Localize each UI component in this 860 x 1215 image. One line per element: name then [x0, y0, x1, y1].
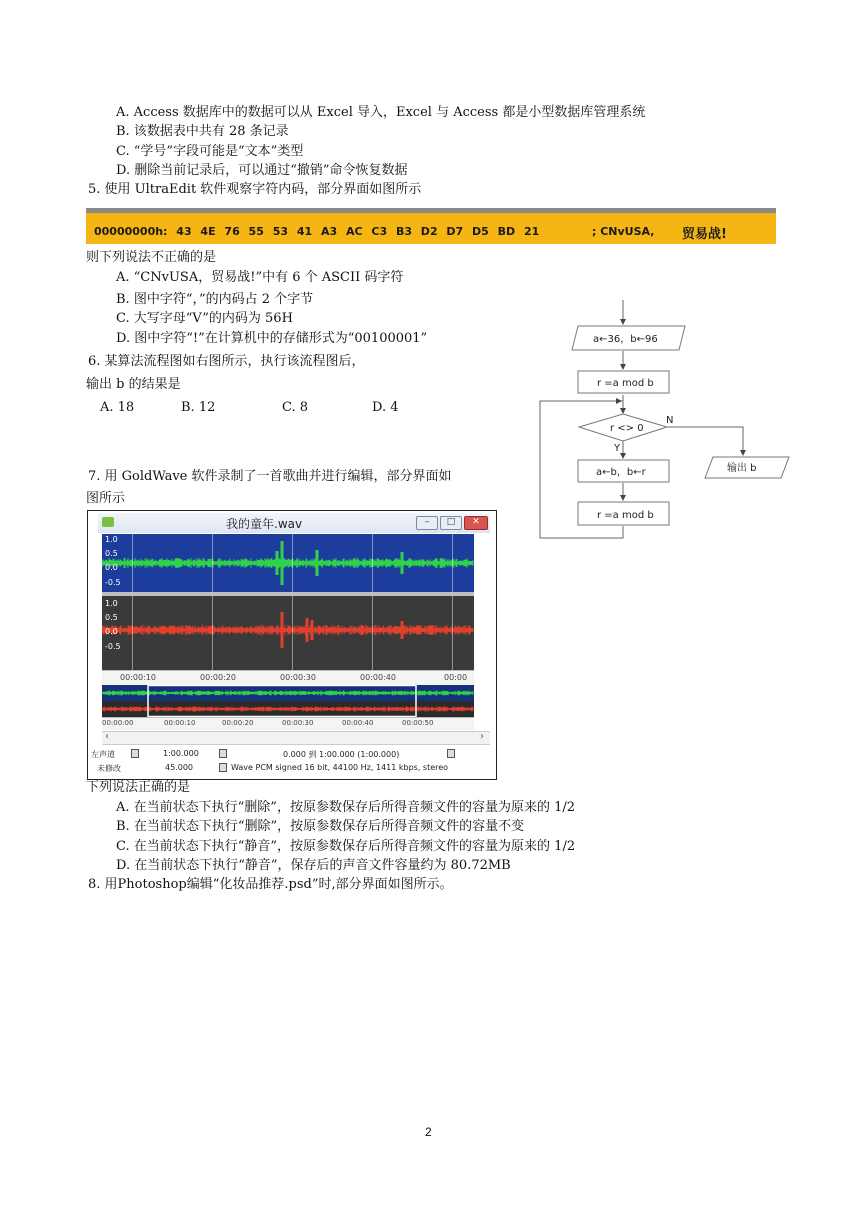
- time-tick: 00:00:40: [360, 673, 396, 682]
- flow-assign-text: a←b，b←r: [596, 467, 646, 478]
- time-tick: 00:00:50: [402, 719, 434, 727]
- status-square-icon: [219, 763, 227, 772]
- left-channel-track[interactable]: [102, 534, 474, 592]
- amp-label: 1.0: [105, 599, 118, 608]
- amp-label: 1.0: [105, 535, 118, 544]
- time-tick: 00:00:20: [200, 673, 236, 682]
- flow-cond-text: r <> 0: [610, 423, 644, 434]
- time-tick: 00:00:30: [282, 719, 314, 727]
- flow-no-label: N: [666, 415, 674, 426]
- amp-label: 0.0: [105, 563, 118, 572]
- status-bar: [89, 747, 495, 779]
- status-square-icon: [219, 749, 227, 758]
- amp-label: 0.5: [105, 613, 118, 622]
- time-tick: 00:00: [444, 673, 468, 682]
- amp-label: -0.5: [105, 578, 121, 587]
- ultraedit-hex-view: [86, 208, 776, 244]
- q7-option-d: D. 在当前状态下执行“静音”，保存后的声音文件容量约为 80.72MB: [116, 858, 511, 873]
- q7-stem: 7. 用 GoldWave 软件录制了一首歌曲并进行编辑，部分界面如: [88, 469, 452, 484]
- q7-option-b: B. 在当前状态下执行“删除”，按原参数保存后所得音频文件的容量不变: [116, 819, 525, 834]
- q7-stem-2: 图所示: [86, 491, 126, 506]
- amp-label: -0.5: [105, 642, 121, 651]
- q6-stem: 6. 某算法流程图如右图所示，执行该流程图后，: [88, 354, 365, 369]
- overview-track[interactable]: [102, 685, 474, 717]
- status-position: 45.000: [165, 763, 193, 772]
- minimize-icon[interactable]: –: [416, 516, 438, 530]
- q5-prompt: 则下列说法不正确的是: [86, 250, 217, 265]
- q7-prompt: 下列说法正确的是: [86, 780, 191, 795]
- page-number: 2: [425, 1125, 432, 1139]
- q4-option-b: B. 该数据表中共有 28 条记录: [116, 124, 289, 139]
- q6-option-c: C. 8: [282, 400, 309, 415]
- q8-stem: 8. 用Photoshop编辑“化妆品推荐.psd”时,部分界面如图所示。: [88, 877, 453, 892]
- time-tick: 00:00:40: [342, 719, 374, 727]
- flow-step2-text: r =a mod b: [597, 510, 654, 521]
- q5-option-a: A. “CNvUSA，贸易战!”中有 6 个 ASCII 码字符: [116, 270, 404, 285]
- status-square-icon: [447, 749, 455, 758]
- scroll-left-icon[interactable]: ‹: [105, 731, 109, 742]
- status-modified: 未修改: [97, 764, 121, 773]
- flow-step1-text: r =a mod b: [597, 378, 654, 389]
- time-tick: 00:00:00: [102, 719, 134, 727]
- time-tick: 00:00:30: [280, 673, 316, 682]
- q5-option-d: D. 图中字符“!”在计算机中的存储形式为“00100001”: [116, 331, 428, 346]
- q6-stem-2: 输出 b 的结果是: [86, 377, 181, 392]
- q6-option-d: D. 4: [372, 400, 399, 415]
- q5-stem: 5. 使用 UltraEdit 软件观察字符内码，部分界面如图所示: [88, 182, 422, 197]
- goldwave-logo-icon: [102, 517, 114, 527]
- amp-label: 0.5: [105, 549, 118, 558]
- status-length: 1:00.000: [163, 749, 199, 758]
- horizontal-scrollbar[interactable]: [102, 731, 490, 745]
- ascii-text: ; CNvUSA,: [592, 225, 655, 238]
- time-tick: 00:00:10: [120, 673, 156, 682]
- flow-yes-label: Y: [614, 443, 621, 454]
- q6-option-b: B. 12: [181, 400, 216, 415]
- q4-option-a: A. Access 数据库中的数据可以从 Excel 导入，Excel 与 Access 都是小型数据库管理系统: [116, 105, 646, 120]
- status-selection: 0.000 到 1:00.000 (1:00.000): [283, 750, 400, 759]
- hex-bytes: 00000000h: 43 4E 76 55 53 41 A3 AC C3 B3 D2 D7 D5 BD 21: [94, 225, 540, 238]
- window-title: 我的童年.wav: [226, 517, 303, 531]
- q5-option-c: C. 大写字母“V”的内码为 56H: [116, 311, 293, 326]
- close-icon[interactable]: ✕: [464, 516, 488, 530]
- flow-init-text: a←36，b←96: [593, 334, 658, 345]
- right-channel-track[interactable]: [102, 596, 474, 670]
- q7-option-a: A. 在当前状态下执行“删除”，按原参数保存后所得音频文件的容量为原来的 1/2: [116, 800, 575, 815]
- status-channel: 左声道: [91, 750, 115, 759]
- maximize-icon[interactable]: □: [440, 516, 462, 530]
- time-tick: 00:00:10: [164, 719, 196, 727]
- q4-option-d: D. 删除当前记录后，可以通过“撤销”命令恢复数据: [116, 163, 408, 178]
- status-square-icon: [131, 749, 139, 758]
- q5-option-b: B. 图中字符“，”的内码占 2 个字节: [116, 292, 314, 307]
- q4-option-c: C. “学号”字段可能是“文本”类型: [116, 144, 304, 159]
- overview-ruler: [102, 717, 474, 730]
- scroll-right-icon[interactable]: ›: [480, 731, 484, 742]
- chinese-text: 贸易战!: [682, 227, 727, 242]
- overview-waveform: [102, 685, 474, 717]
- q7-option-c: C. 在当前状态下执行“静音”，按原参数保存后所得音频文件的容量为原来的 1/2: [116, 839, 576, 854]
- status-format: Wave PCM signed 16 bit, 44100 Hz, 1411 kbps, stereo: [231, 763, 449, 772]
- flow-output-text: 输出 b: [727, 463, 757, 474]
- left-channel-waveform: [102, 534, 474, 592]
- q6-option-a: A. 18: [100, 400, 135, 415]
- window-titlebar: [98, 513, 490, 533]
- right-channel-waveform: [102, 596, 474, 670]
- time-tick: 00:00:20: [222, 719, 254, 727]
- amp-label: 0.0: [105, 627, 118, 636]
- goldwave-window: [87, 510, 497, 780]
- algorithm-flowchart: [535, 295, 795, 545]
- timeline-ruler: [102, 670, 474, 685]
- ultraedit-row: [86, 213, 776, 244]
